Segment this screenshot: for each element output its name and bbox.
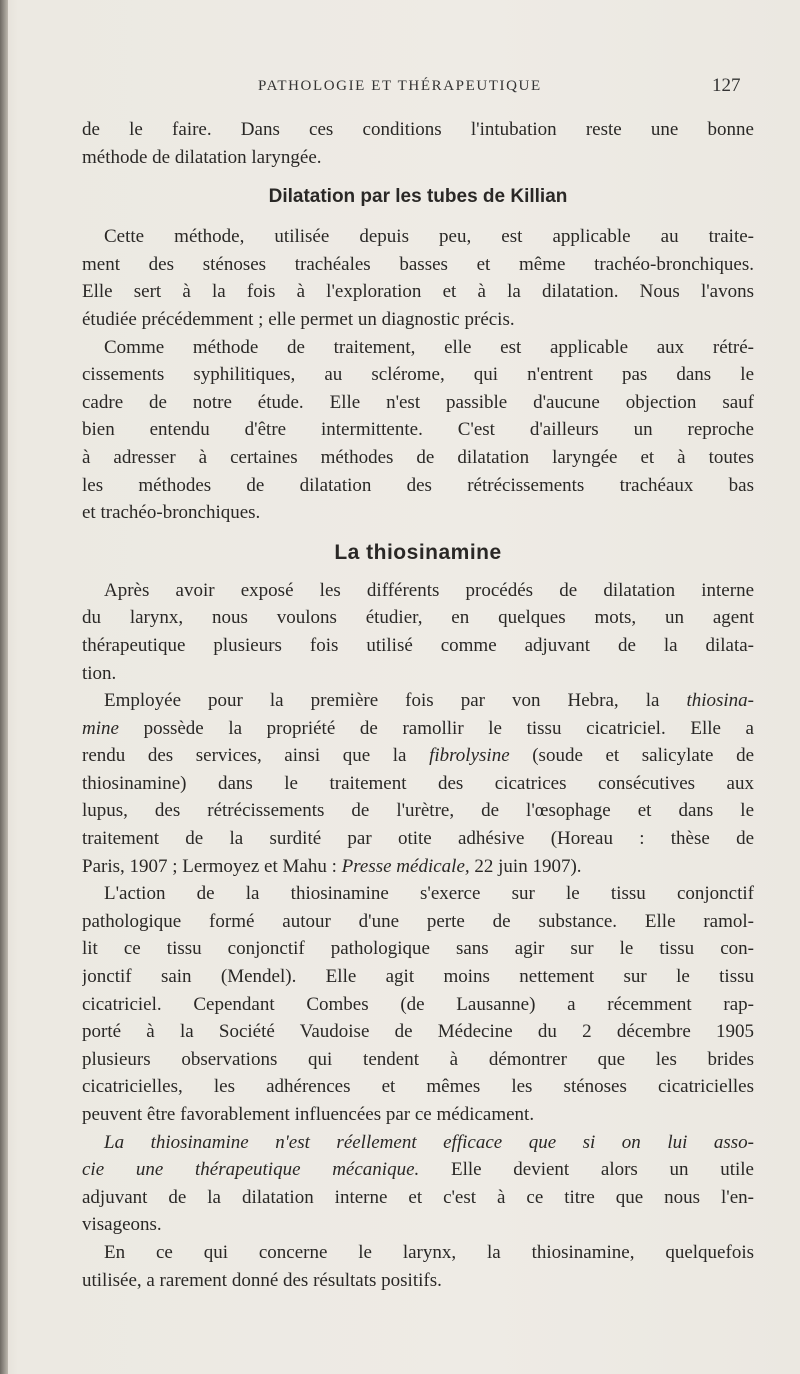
text-line: tion. — [82, 662, 117, 684]
text-line: porté à la Société Vaudoise de Médecine du 2 décembre 1905 — [82, 1021, 754, 1043]
text-segment: Employée pour la première fois par von Hebra, la — [104, 690, 687, 712]
italic-citation: Presse médicale, — [341, 855, 470, 877]
italic-term: fibrolysine — [429, 745, 510, 767]
text-line: cadre de notre étude. Elle n'est passible d'aucune objection sauf — [82, 391, 754, 413]
text-line: Après avoir exposé les différents procédés de dilatation interne — [104, 579, 754, 601]
italic-term: mine — [82, 717, 119, 739]
text-segment: possède la propriété de ramollir le tissu cicatriciel. Elle a — [118, 717, 754, 739]
paragraph-1 — [82, 223, 754, 333]
text-segment: Elle devient alors un utile — [419, 1159, 754, 1181]
text-line: à adresser à certaines méthodes de dilatation laryngée et à toutes — [82, 446, 754, 468]
text-line: thiosinamine) dans le traitement des cicatrices consécutives aux — [82, 772, 754, 794]
page-body — [82, 116, 754, 1294]
text-line — [82, 715, 754, 743]
italic-statement: La thiosinamine n'est réellement efficace que si on lui asso- — [104, 1131, 754, 1153]
text-line — [82, 1156, 754, 1184]
text-line: En ce qui concerne le larynx, la thiosinamine, quelquefois — [104, 1241, 754, 1263]
text-line — [82, 853, 754, 881]
text-line: méthode de dilatation laryngée. — [82, 146, 322, 168]
page-number: 127 — [712, 75, 741, 96]
text-segment: (soude et salicylate de — [509, 745, 754, 767]
paragraph-0 — [82, 116, 754, 171]
text-line: les méthodes de dilatation des rétrécissements trachéaux bas — [82, 474, 754, 496]
paragraph-2 — [82, 334, 754, 527]
paragraph-7 — [82, 1239, 754, 1294]
text-line: bien entendu d'être intermittente. C'est d'ailleurs un reproche — [82, 419, 754, 441]
paragraph-3 — [82, 577, 754, 687]
text-line: de le faire. Dans ces conditions l'intubation reste une bonne — [82, 119, 754, 140]
text-line: Comme méthode de traitement, elle est applicable aux rétré- — [104, 336, 754, 358]
text-segment: 22 juin 1907). — [469, 855, 582, 877]
text-line — [82, 742, 754, 770]
text-segment: Paris, 1907 ; Lermoyez et Mahu : — [82, 855, 342, 877]
text-line: L'action de la thiosinamine s'exerce sur le tissu conjonctif — [104, 883, 754, 905]
running-head — [0, 75, 800, 102]
text-line: Cette méthode, utilisée depuis peu, est applicable au traite- — [104, 226, 754, 248]
page-binding-edge — [0, 0, 8, 1374]
paragraph-6 — [82, 1129, 754, 1239]
section-heading-killian: Dilatation par les tubes de Killian — [268, 186, 568, 208]
text-line — [82, 687, 754, 715]
paragraph-4 — [82, 687, 754, 880]
text-line: cicatricielles, les adhérences et mêmes les sténoses cicatricielles — [82, 1076, 754, 1098]
text-line — [82, 1129, 754, 1157]
running-head-title: PATHOLOGIE ET THÉRAPEUTIQUE — [258, 78, 542, 94]
text-line: thérapeutique plusieurs fois utilisé comme adjuvant de la dilata- — [82, 634, 754, 656]
text-line: jonctif sain (Mendel). Elle agit moins nettement sur le tissu — [82, 966, 754, 988]
section-heading-thiosinamine: La thiosinamine — [334, 540, 502, 564]
text-line: lit ce tissu conjonctif pathologique sans agir sur le tissu con- — [82, 938, 754, 960]
text-line: cicatriciel. Cependant Combes (de Lausanne) a récemment rap- — [82, 993, 754, 1015]
italic-term: thiosina- — [686, 690, 754, 712]
text-line: et trachéo-bronchiques. — [82, 502, 261, 524]
text-line: ment des sténoses trachéales basses et même trachéo-bronchiques. — [82, 253, 754, 275]
text-line: adjuvant de la dilatation interne et c'est à ce titre que nous l'en- — [82, 1186, 754, 1208]
text-line: visageons. — [82, 1214, 162, 1236]
text-line: plusieurs observations qui tendent à démontrer que les brides — [82, 1048, 754, 1070]
italic-statement: cie une thérapeutique mécanique. — [82, 1159, 420, 1181]
text-segment: rendu des services, ainsi que la — [82, 745, 430, 767]
text-line: peuvent être favorablement influencées par ce médicament. — [82, 1104, 535, 1125]
text-line: utilisée, a rarement donné des résultats positifs. — [82, 1269, 442, 1291]
text-line: étudiée précédemment ; elle permet un diagnostic précis. — [82, 308, 515, 330]
paragraph-5 — [82, 880, 754, 1128]
text-line: lupus, des rétrécissements de l'urètre, de l'œsophage et dans le — [82, 800, 754, 822]
text-line: du larynx, nous voulons étudier, en quelques mots, un agent — [82, 607, 754, 629]
text-line: Elle sert à la fois à l'exploration et à la dilatation. Nous l'avons — [82, 281, 754, 303]
text-line: cissements syphilitiques, au sclérome, qui n'entrent pas dans le — [82, 364, 754, 386]
text-line: traitement de la surdité par otite adhésive (Horeau : thèse de — [82, 828, 754, 850]
text-line: pathologique formé autour d'une perte de substance. Elle ramol- — [82, 910, 754, 932]
